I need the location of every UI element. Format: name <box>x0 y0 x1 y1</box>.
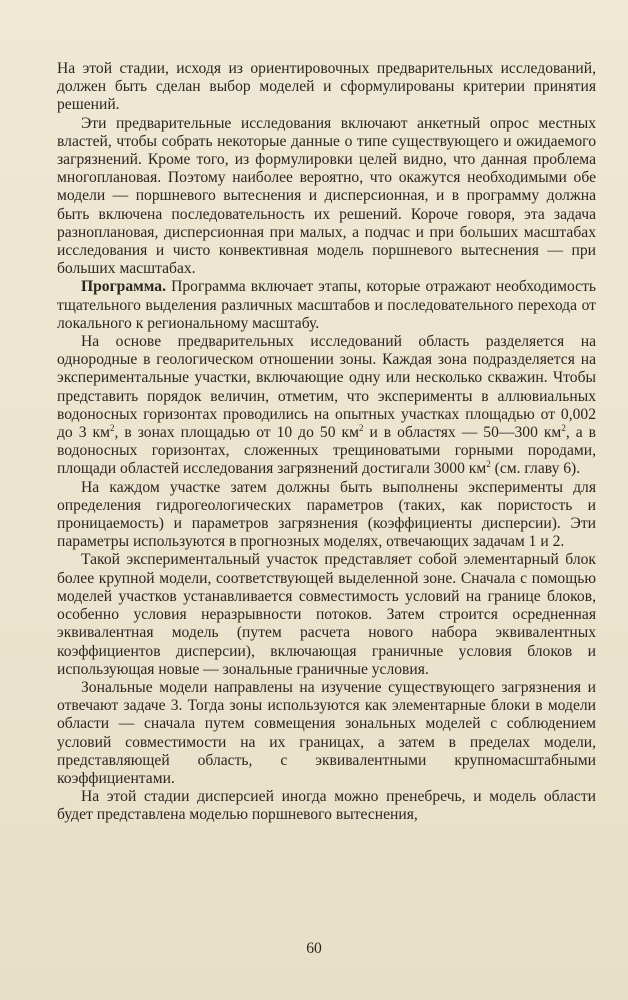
paragraph-6: Такой экспериментальный участок представляет собой элементарный блок более крупной модели, соответствующей выделенной зоне. Сначала с помощью моделей участков устанавливается совместимость условий на границе блоков, особенно условия неразрывности потоков. Затем строится осредненная эквивалентная модель (путем расчета нового набора эквивалентных коэффициентов дисперсии), включающая граничные условия блоков и использующая новые — зональные граничные условия. <box>57 551 596 678</box>
superscript-2: 2 <box>109 423 115 434</box>
superscript-2: 2 <box>486 459 491 470</box>
paragraph-4-part-1: На основе предварительных исследований область разделяется на однородные в геологическом отношении зоны. Каждая зона подразделяется на экспериментальные участки, включающие одну или несколько скважин. Чтобы представить порядок величин, отметим, что эксперименты в аллювиальных водоносных горизонтах проводились на опытных участках площадью от 0,002 до 3 км <box>57 333 596 442</box>
paragraph-3-text: Программа включает этапы, которые отражают необходимость тщательного выделения различных масштабов и последовательного перехода от локального к региональному масштабу. <box>57 278 596 332</box>
superscript-2: 2 <box>358 423 364 434</box>
paragraph-1: На этой стадии, исходя из ориентировочных предварительных исследований, должен быть сделан выбор моделей и сформулированы критерии принятия решений. <box>57 60 596 114</box>
body-text <box>57 60 596 825</box>
paragraph-4 <box>57 333 596 479</box>
paragraph-8: На этой стадии дисперсией иногда можно пренебречь, и модель области будет представлена моделью поршневого вытеснения, <box>57 788 596 824</box>
page-number: 60 <box>306 940 322 957</box>
paragraph-2: Эти предварительные исследования включают анкетный опрос местных властей, чтобы собрать некоторые данные о типе существующего и ожидаемого загрязнений. Кроме того, из формулировки целей видно, что данная проблема многоплановая. Поэтому наиболее вероятно, что окажутся необходимыми обе модели — поршневого вытеснения и дисперсионная, и в программу должна быть включена последовательность их решений. Короче говоря, эта задача разноплановая, дисперсионная при малых, а подчас и при больших масштабах исследования и чисто конвективная модель поршневого вытеснения — при больших масштабах. <box>57 114 596 278</box>
paragraph-4-part-4: , а в водоносных горизонтах, сложенных трещиноватыми горными породами, площади областей исследования загрязнений достигали 3000 км <box>57 424 596 478</box>
paragraph-3 <box>57 278 596 333</box>
paragraph-4-part-2: , в зонах площадью от 10 до 50 км <box>114 424 359 442</box>
superscript-2: 2 <box>561 423 566 434</box>
paragraph-5: На каждом участке затем должны быть выполнены эксперименты для определения гидрогеологических параметров (таких, как пористость и проницаемость) и параметров загрязнения (коэффициенты дисперсии). Эти параметры используются в прогнозных моделях, отвечающих задачам 1 и 2. <box>57 478 596 551</box>
section-heading-program: Программа. <box>81 278 166 296</box>
paragraph-4-part-3: и в областях — 50—300 км <box>363 424 562 442</box>
paragraph-4-part-5: (см. главу 6). <box>490 460 581 478</box>
paragraph-7: Зональные модели направлены на изучение существующего загрязнения и отвечают задаче 3. Тогда зоны используются как элементарные блоки в модели области — сначала путем совмещения зональных моделей с соблюдением условий совместимости на их границах, а затем в пределах модели, представляющей область, с эквивалентными крупномасштабными коэффициентами. <box>57 678 596 787</box>
